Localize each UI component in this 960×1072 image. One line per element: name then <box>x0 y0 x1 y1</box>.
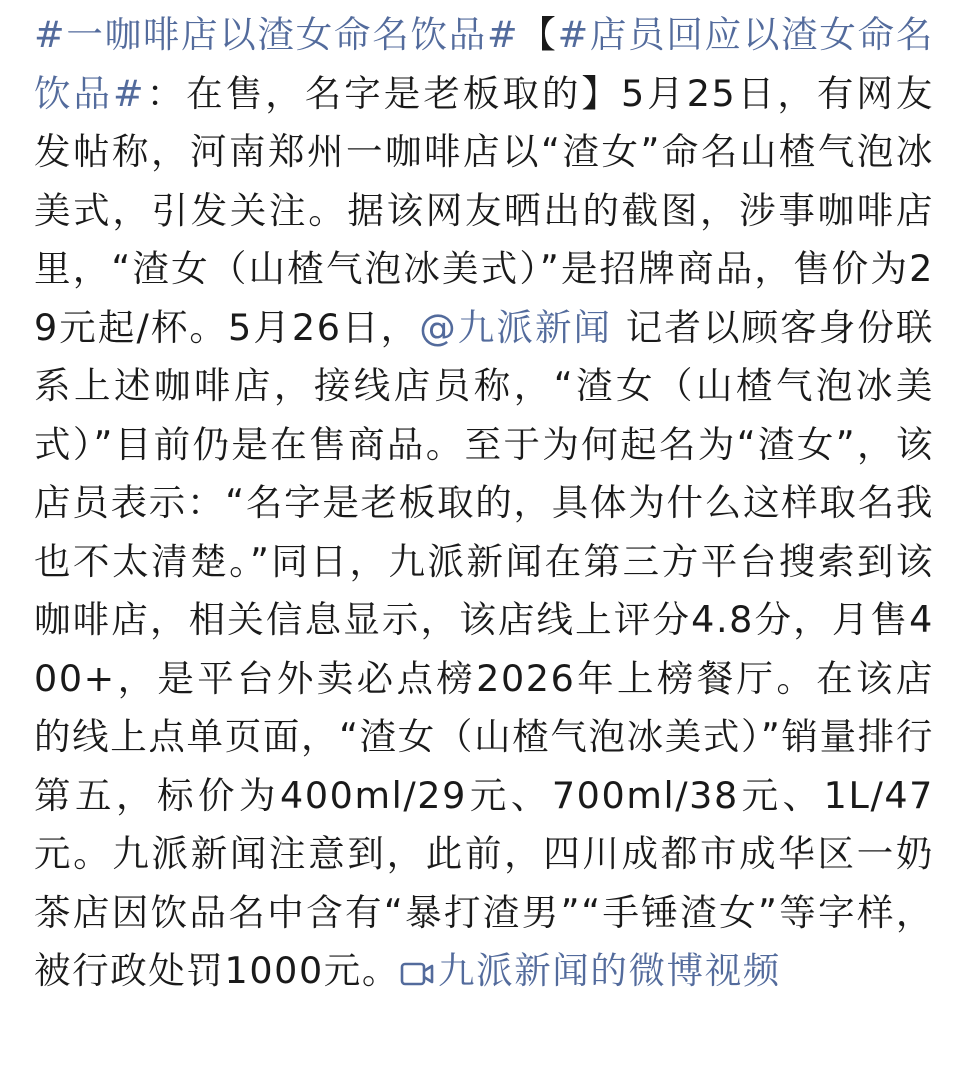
topic-tag-staff-response[interactable]: #店员回应以渣女命名饮品# <box>34 13 934 115</box>
video-camera-icon <box>400 961 434 987</box>
headline-text: ：在售，名字是老板取的 <box>145 71 582 115</box>
post-text-part-1: 5月25日，有网友发帖称，河南郑州一咖啡店以“渣女”命名山楂气泡冰美式，引发关注。据该网友晒出的截图，涉事咖啡店里，“渣女（山楂气泡冰美式）”是招牌商品，售价为29元起/杯。5月26日， <box>34 71 934 349</box>
mention-jiupai-news[interactable]: @九派新闻 <box>419 305 613 349</box>
headline-bracket-open: 【 <box>519 13 558 56</box>
topic-tag-coffee-shop[interactable]: #一咖啡店以渣女命名饮品# <box>34 13 520 56</box>
post-text-part-2: 记者以顾客身份联系上述咖啡店，接线店员称，“渣女（山楂气泡冰美式）”目前仍是在售商品。至于为何起名为“渣女”，该店员表示：“名字是老板取的，具体为什么这样取名我也不太清楚。”同日，九派新闻在第三方平台搜索到该咖啡店，相关信息显示，该店线上评分4.8分，月售400+，是平台外卖必点榜2026年上榜餐厅。在该店的线上点单页面，“渣女（山楂气泡冰美式）”销量排行第五，标价为400ml/29元、700ml/38元、1L/47元。九派新闻注意到，此前，四川成都市成华区一奶茶店因饮品名中含有“暴打渣男”“手锤渣女”等字样，被行政处罚1000元。 <box>34 305 934 992</box>
video-link-label: 九派新闻的微博视频 <box>438 949 781 992</box>
video-link[interactable] <box>400 949 781 992</box>
headline-bracket-close: 】 <box>581 71 621 115</box>
